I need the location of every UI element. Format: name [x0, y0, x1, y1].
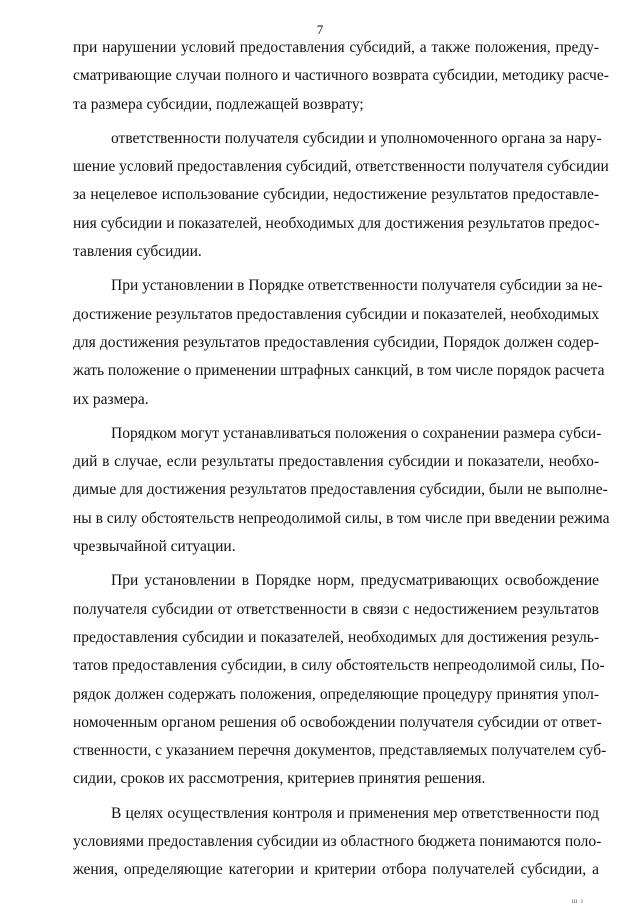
- text-line: жать положение о применении штрафных санкций, в том числе порядок расчета: [73, 362, 605, 380]
- text-line: ны в силу обстоятельств непреодолимой силы, в том числе при введении режима: [73, 509, 610, 527]
- text-line: для достижения результатов предоставления субсидии, Порядок должен содер-: [73, 333, 599, 351]
- text-line: При установлении в Порядке норм, предусматривающих освобождение: [111, 572, 599, 590]
- text-line: номоченным органом решения об освобождении получателя субсидии от ответ-: [73, 713, 602, 731]
- text-line: условиями предоставления субсидии из областного бюджета понимаются поло-: [73, 833, 602, 851]
- text-line: рядок должен содержать положения, определяющие процедуру принятия упол-: [73, 685, 599, 703]
- document-body: [73, 34, 610, 885]
- text-line: Порядком могут устанавливаться положения о сохранении размера субси-: [111, 424, 602, 442]
- paragraph: [73, 800, 602, 885]
- text-line: достижение результатов предоставления субсидии и показателей, необходимых: [73, 305, 600, 323]
- text-line: тавления субсидии.: [73, 243, 202, 261]
- text-line: жения, определяющие категории и критерии отбора получателей субсидии, а: [73, 861, 599, 879]
- text-line: димые для достижения результатов предоставления субсидии, были не выполне-: [73, 481, 608, 499]
- text-line: при нарушении условий предоставления субсидий, а также положения, преду-: [73, 39, 599, 56]
- text-line: предоставления субсидии и показателей, необходимых для достижения резуль-: [73, 628, 599, 646]
- page-number: 7: [316, 22, 324, 37]
- text-line: ответственности получателя субсидии и уполномоченного органа за нару-: [111, 129, 602, 147]
- text-line: ния субсидии и показателей, необходимых для достижения результатов предос-: [73, 214, 600, 232]
- paragraph: [73, 125, 609, 266]
- text-line: дий в случае, если результаты предоставления субсидии и показатели, необхо-: [73, 453, 599, 471]
- text-line: При установлении в Порядке ответственности получателя субсидии за не-: [111, 277, 603, 295]
- paragraph: [73, 272, 605, 413]
- text-line: их размера.: [73, 390, 149, 408]
- text-line: шение условий предоставления субсидий, ответственности получателя субсидии: [73, 158, 609, 176]
- paragraph: [73, 34, 609, 119]
- paragraph: [73, 567, 607, 793]
- text-line: сматривающие случаи полного и частичного возврата субсидии, методику расче-: [73, 67, 609, 85]
- text-line: В целях осуществления контроля и применения мер ответственности под: [111, 804, 599, 822]
- text-line: та размера субсидии, подлежащей возврату;: [73, 95, 364, 113]
- text-line: ственности, с указанием перечня документов, представляемых получателем суб-: [73, 742, 607, 760]
- corner-mark: ш ı: [571, 897, 584, 905]
- text-line: чрезвычайной ситуации.: [73, 538, 236, 556]
- text-line: сидии, сроков их рассмотрения, критериев принятия решения.: [73, 770, 486, 788]
- text-line: получателя субсидии от ответственности в связи с недостижением результатов: [73, 600, 599, 618]
- paragraph: [73, 420, 610, 561]
- text-line: за нецелевое использование субсидии, недостижение результатов предоставле-: [73, 186, 599, 204]
- text-line: татов предоставления субсидии, в силу обстоятельств непреодолимой силы, По-: [73, 657, 605, 675]
